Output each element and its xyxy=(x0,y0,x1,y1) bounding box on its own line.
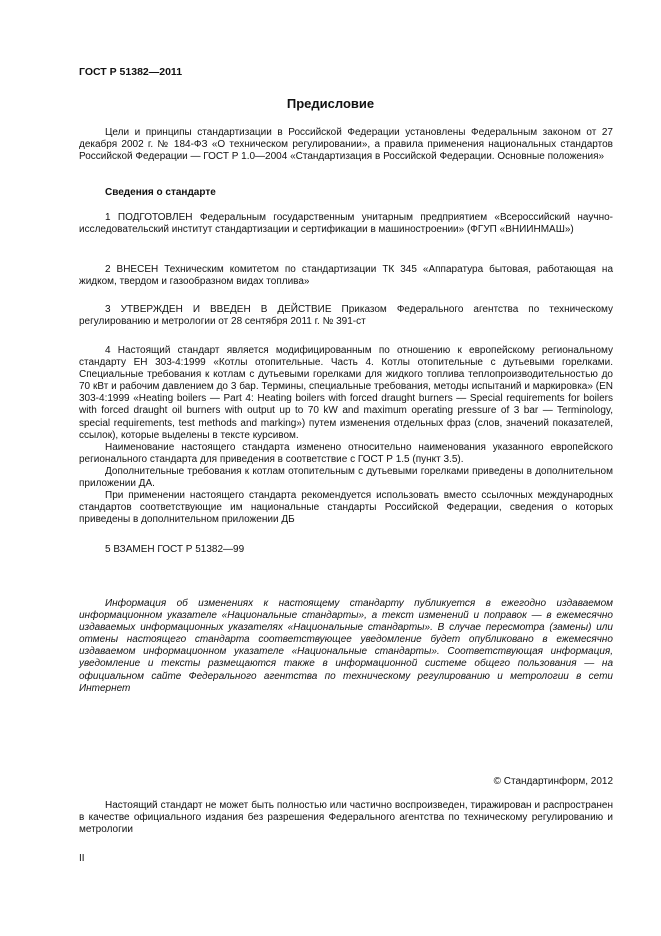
reproduction-notice: Настоящий стандарт не может быть полностью или частично воспроизведен, тиражирован и распространен в качестве официального издания без разрешения Федерального агентства по техническому регулированию и метрологии xyxy=(79,800,613,836)
item-2: 2 ВНЕСЕН Техническим комитетом по стандартизации ТК 345 «Аппаратура бытовая, работающая на жидком, твердом и газообразном видах топлива» xyxy=(79,264,613,288)
item-1: 1 ПОДГОТОВЛЕН Федеральным государственным унитарным предприятием «Всероссийский научно-исследовательский институт стандартизации и сертификации в машиностроении» (ФГУП «ВНИИНМАШ») xyxy=(79,212,613,236)
item-4-main: 4 Настоящий стандарт является модифицированным по отношению к европейскому региональному стандарту ЕН 303-4:1999 «Котлы отопительные. Часть 4. Котлы отопительные с дутьевыми горелками. Специальные требования к котлам с дутьевыми горелками для жидкого топлива теплопроизводительностью до 70 кВт и рабочим давлением до 3 бар. Термины, специальные требования, методы испытаний и маркировка» (EN 303-4:1999 «Heating boilers — Part 4: Heating boilers with forced draught burners — Special requirements for boilers with forced draught oil burners with output up to 70 kW and maximum operating pressure of 3 bar — Terminology, special requirements, test methods and marking») путем изменения отдельных фраз (слов, значений показателей, ссылок), которые выделены в тексте курсивом. xyxy=(79,345,613,441)
item-5: 5 ВЗАМЕН ГОСТ Р 51382—99 xyxy=(105,544,245,555)
item-4-references: При применении настоящего стандарта рекомендуется использовать вместо ссылочных международных стандартов соответствующие им национальные стандарты Российской Федерации, сведения о которых приведены в дополнительном приложении ДБ xyxy=(79,490,613,526)
page-title: Предисловие xyxy=(286,96,375,111)
item-4 xyxy=(79,345,613,526)
change-notice: Информация об изменениях к настоящему стандарту публикуется в ежегодно издаваемом информационном указателе «Национальные стандарты», а текст изменений и поправок — в ежемесячно издаваемых информационных указателях «Национальные стандарты». В случае пересмотра (замены) или отмены настоящего стандарта соответствующее уведомление будет опубликовано в ежемесячно издаваемом информационном указателе «Национальные стандарты». Соответствующая информация, уведомление и тексты размещаются также в информационной системе общего пользования — на официальном сайте Федерального агентства по техническому регулированию и метрологии в сети Интернет xyxy=(79,598,613,694)
intro-paragraph: Цели и принципы стандартизации в Российской Федерации установлены Федеральным законом от 27 декабря 2002 г. № 184-ФЗ «О техническом регулировании», а правила применения национальных стандартов Российской Федерации — ГОСТ Р 1.0—2004 «Стандартизация в Российской Федерации. Основные положения» xyxy=(79,127,613,163)
page-number: II xyxy=(79,853,85,864)
item-3: 3 УТВЕРЖДЕН И ВВЕДЕН В ДЕЙСТВИЕ Приказом Федерального агентства по техническому регулированию и метрологии от 28 сентября 2011 г. № 391-ст xyxy=(79,304,613,328)
copyright: © Стандартинформ, 2012 xyxy=(493,776,613,787)
document-header: ГОСТ Р 51382—2011 xyxy=(79,66,183,78)
item-4-additional: Дополнительные требования к котлам отопительным с дутьевыми горелками приведены в дополнительном приложении ДА. xyxy=(79,465,613,490)
section-heading: Сведения о стандарте xyxy=(105,187,216,198)
item-4-name-change: Наименование настоящего стандарта изменено относительно наименования указанного европейского регионального стандарта для приведения в соответствие с ГОСТ Р 1.5 (пункт 3.5). xyxy=(79,441,613,465)
